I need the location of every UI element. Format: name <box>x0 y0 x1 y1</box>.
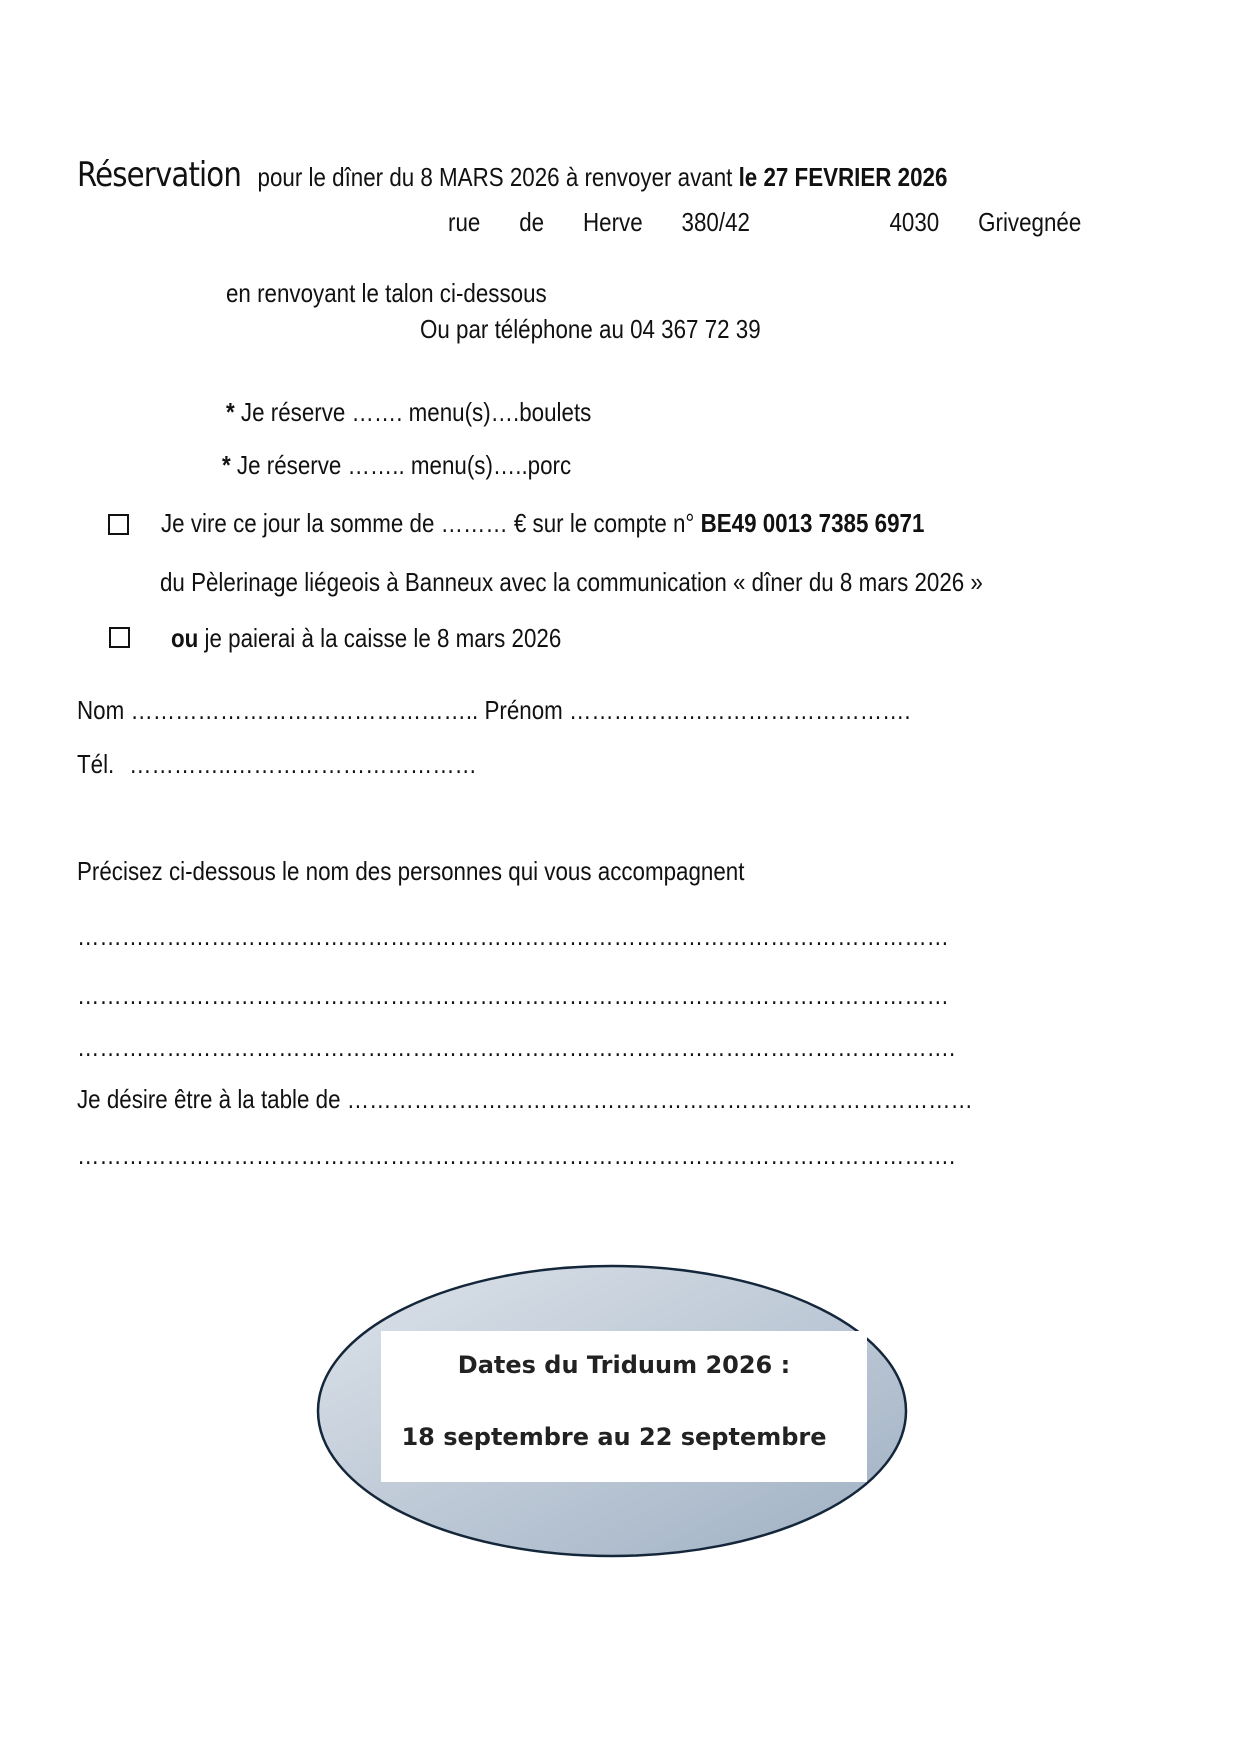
address-number: 380/42 <box>681 207 750 237</box>
postcode: 4030 <box>889 207 940 237</box>
companion-line-3[interactable]: ………………………………………………………………………………………………………. <box>77 1032 956 1062</box>
nom-field[interactable]: ……………………………………….. <box>130 695 479 725</box>
triduum-card <box>381 1331 867 1482</box>
triduum-dates: 18 septembre au 22 septembre <box>401 1423 827 1451</box>
talon-instruction: en renvoyant le talon ci-dessous <box>226 278 547 308</box>
phone-instruction: Ou par téléphone au 04 367 72 39 <box>420 314 761 344</box>
cash-text: je paierai à la caisse le 8 mars 2026 <box>204 623 562 653</box>
address-name: Herve <box>582 207 643 237</box>
nom-label: Nom <box>77 695 125 725</box>
triduum-title: Dates du Triduum 2026 : <box>457 1351 791 1379</box>
bullet: * <box>226 397 235 427</box>
prenom-label: Prénom <box>484 695 563 725</box>
transfer-text: Je vire ce jour la somme de ……… € sur le compte n° <box>161 508 695 538</box>
deadline: le 27 FEVRIER 2026 <box>738 162 948 192</box>
table-label: Je désire être à la table de <box>77 1084 341 1114</box>
table-field[interactable]: ………………………………………………………………………… <box>346 1084 973 1114</box>
account-number: BE49 0013 7385 6971 <box>700 508 925 538</box>
cash-or: ou <box>171 623 199 653</box>
menu-text: Je réserve ……. menu(s)….boulets <box>240 397 592 427</box>
table-line-2[interactable]: ………………………………………………………………………………………………………. <box>77 1140 956 1170</box>
tel-label: Tél. <box>77 749 115 779</box>
companions-label: Précisez ci-dessous le nom des personnes qui vous accompagnent <box>77 856 745 886</box>
menu-text: Je réserve …….. menu(s)…..porc <box>236 450 572 480</box>
city: Grivegnée <box>978 207 1082 237</box>
prenom-field[interactable]: ………………………………………. <box>569 695 911 725</box>
address-de: de <box>519 207 545 237</box>
bullet: * <box>222 450 231 480</box>
title: Réservation <box>77 155 242 195</box>
intro-text: pour le dîner du 8 MARS 2026 à renvoyer avant <box>257 162 733 192</box>
tel-field[interactable]: …………..…………………………… <box>129 749 477 779</box>
address-street: rue <box>448 207 481 237</box>
companion-line-2[interactable]: ……………………………………………………………………………………………………… <box>77 980 950 1010</box>
companion-line-1[interactable]: ……………………………………………………………………………………………………… <box>77 921 950 951</box>
transfer-detail: du Pèlerinage liégeois à Banneux avec la communication « dîner du 8 mars 2026 » <box>160 567 983 597</box>
